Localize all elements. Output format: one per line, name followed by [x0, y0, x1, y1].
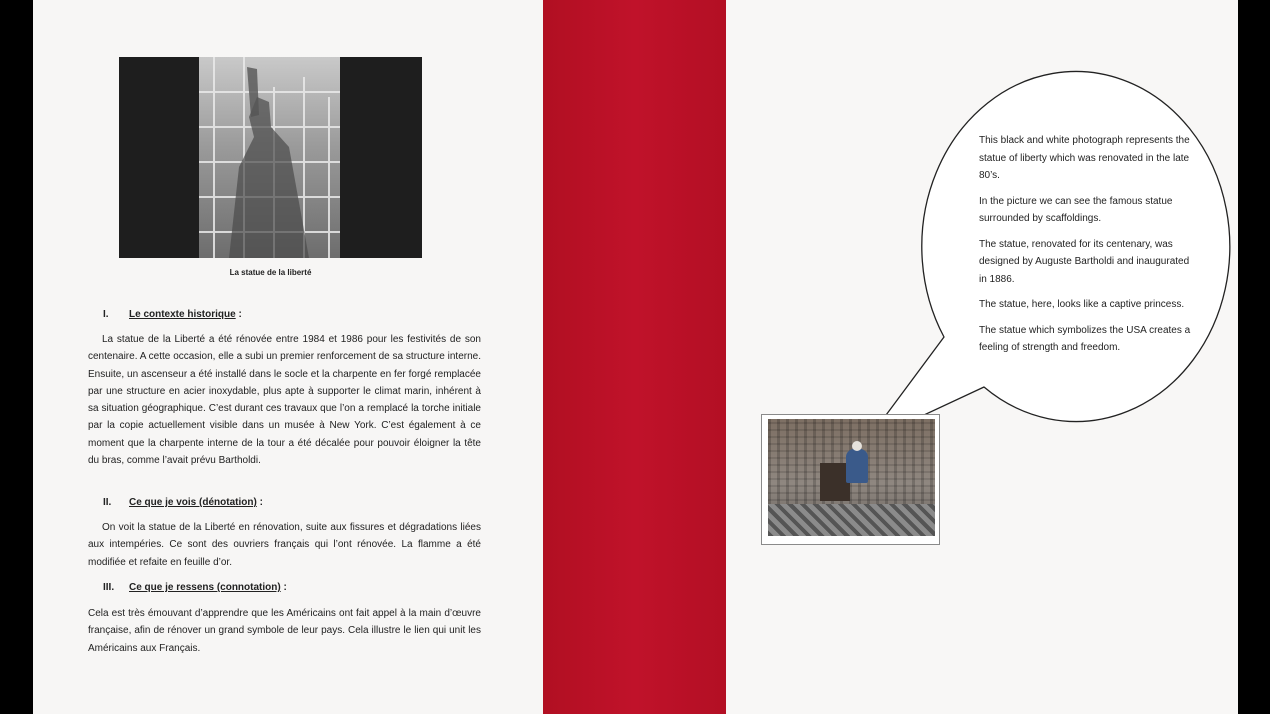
- bubble-paragraph: In the picture we can see the famous statue surrounded by scaffoldings.: [979, 195, 1173, 224]
- artist-studio-photo: [761, 414, 940, 545]
- section-suffix: :: [256, 497, 263, 508]
- section-paragraph-3: Cela est très émouvant d’apprendre que les Américains ont fait appel à la main d’œuvre française, afin de rénover un grand symbole de leur pays. Cela illustre le lien qui unit les Américains aux Français.: [88, 608, 481, 654]
- bubble-paragraph: The statue, here, looks like a captive princess.: [979, 299, 1185, 310]
- bubble-paragraph: The statue, renovated for its centenary, was designed by Auguste Bartholdi and inaugurated in 1886.: [979, 238, 1190, 285]
- section-title: Le contexte historique: [129, 309, 236, 320]
- section-suffix: :: [280, 582, 287, 593]
- section-number: I.: [103, 309, 109, 320]
- section-number: II.: [103, 497, 112, 508]
- scaffolding-drawing: [199, 57, 340, 258]
- section-title: Ce que je ressens (connotation): [129, 582, 281, 593]
- red-divider-band: [543, 0, 726, 714]
- photo-caption: La statue de la liberté: [229, 268, 312, 277]
- right-document-page: [726, 0, 1238, 714]
- section-heading-1: [103, 309, 242, 320]
- bubble-paragraph: The statue which symbolizes the USA creates a feeling of strength and freedom.: [979, 324, 1191, 353]
- seated-man: [846, 449, 868, 483]
- man-head: [852, 441, 862, 451]
- statue-scaffolding-image: [199, 57, 340, 258]
- section-heading-3: [103, 582, 287, 593]
- left-black-frame: [0, 0, 33, 714]
- speech-bubble-text: [979, 132, 1194, 365]
- left-document-page: [33, 0, 543, 714]
- photo-covered-floor: [768, 504, 935, 536]
- section-title: Ce que je vois (dénotation): [129, 497, 257, 508]
- statue-of-liberty-photo: [119, 57, 422, 258]
- right-black-frame: [1238, 0, 1270, 714]
- section-paragraph-1: La statue de la Liberté a été rénovée entre 1984 et 1986 pour les festivités de son centenaire. A cette occasion, elle a subi un premier renforcement de sa structure interne. Ensuite, un ascenseur a été installé dans le socle et la charpente en fer forgé remplacée par une structure en acier inoxydable, plus apte à supporter le climat marin, inhérent à sa situation géographique. C’est durant ces travaux que l’on a remplacé la torche initiale par la copie actuellement visible dans un musée à New York. C’est également à ce moment que la charpente interne de la tour a été décalée pour pouvoir éloigner la tête du bras, comme l’avait prévu Bartholdi.: [88, 334, 481, 467]
- section-suffix: :: [235, 309, 242, 320]
- section-heading-2: [103, 497, 263, 508]
- photo-collage-background: [768, 419, 935, 536]
- section-number: III.: [103, 582, 115, 593]
- section-paragraph-2: On voit la statue de la Liberté en rénovation, suite aux fissures et dégradations liées aux intempéries. Ce sont des ouvriers français qui l’ont rénovée. La flamme a été modifiée et refaite en feuille d’or.: [88, 522, 481, 568]
- bubble-paragraph: This black and white photograph represents the statue of liberty which was renovated in the late 80’s.: [979, 135, 1190, 181]
